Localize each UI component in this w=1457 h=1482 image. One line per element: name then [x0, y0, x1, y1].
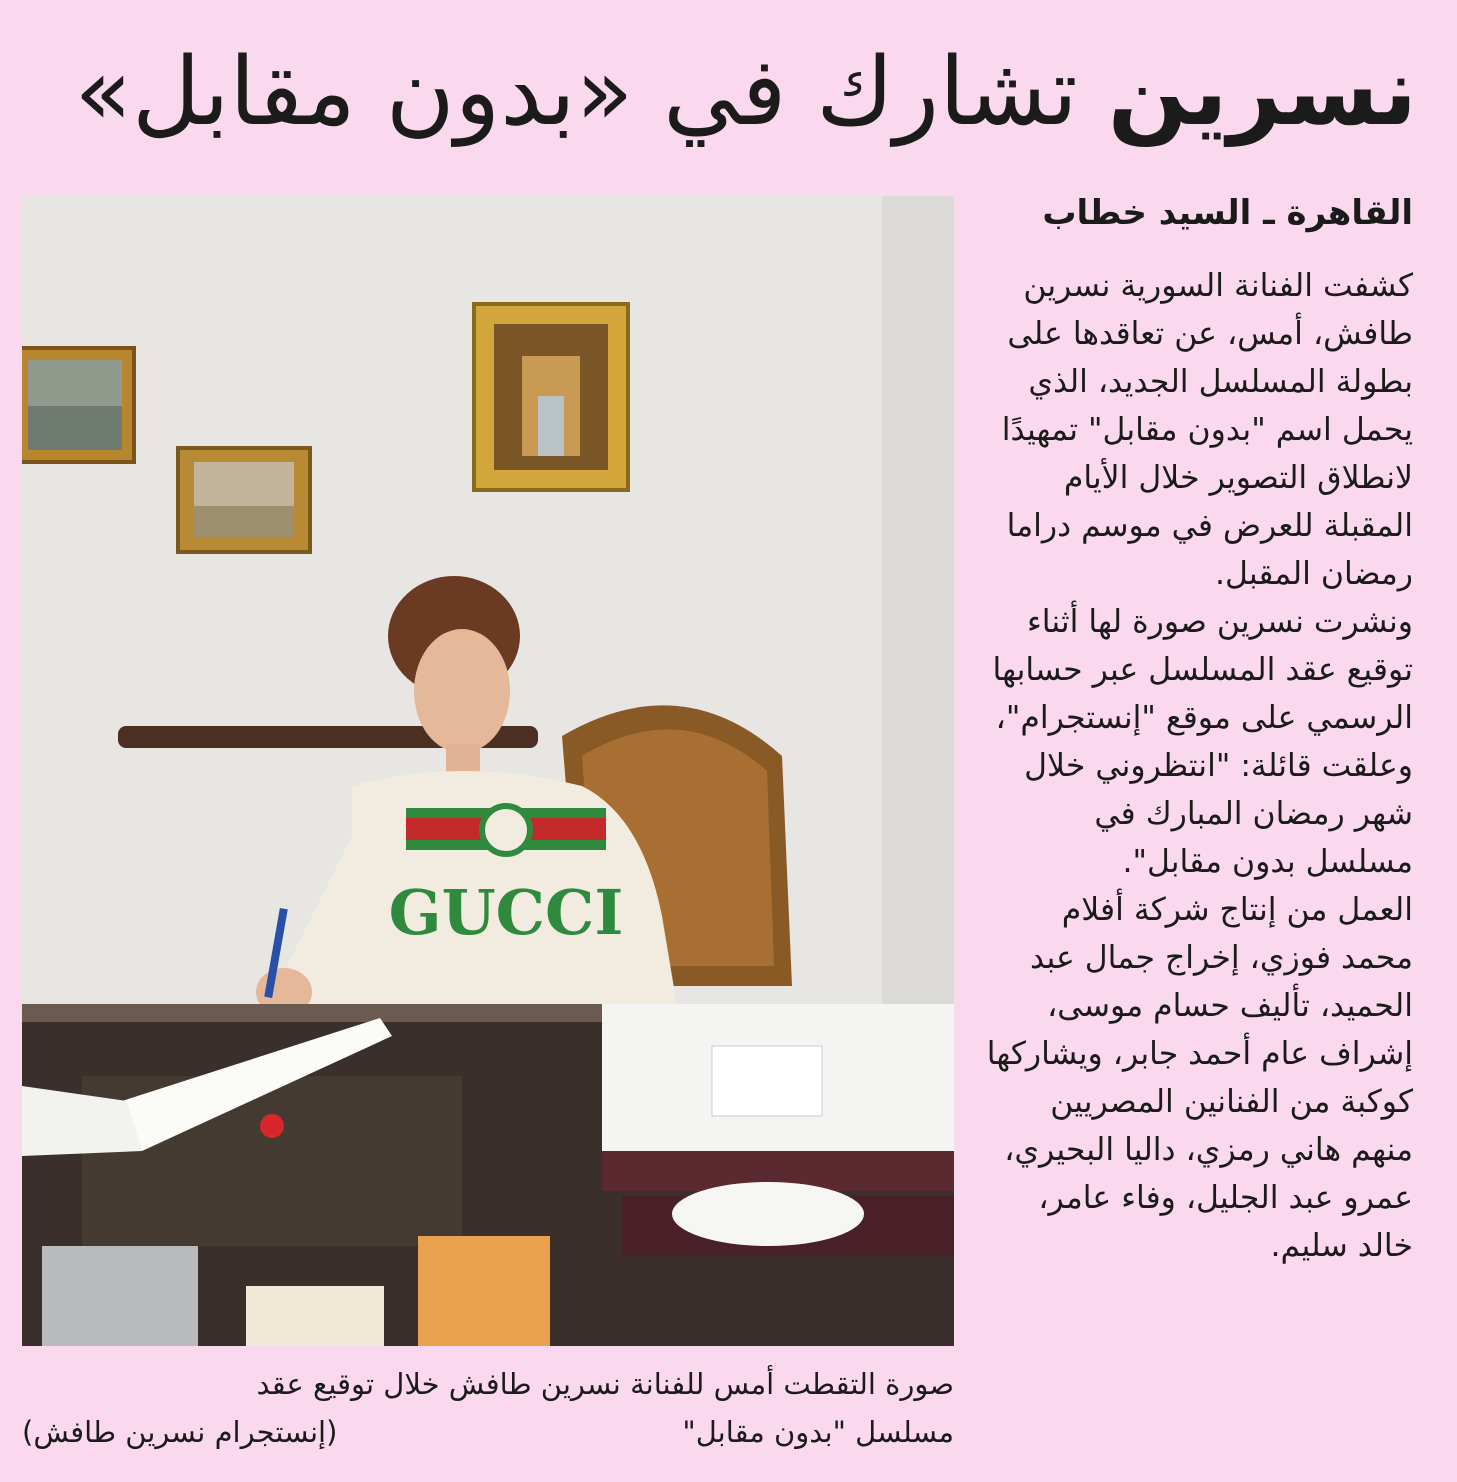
byline: القاهرة ـ السيد خطاب: [1042, 193, 1413, 233]
photo-credit: (إنستجرام نسرين طافش): [22, 1415, 338, 1449]
painting-small: [178, 448, 310, 552]
caption-line-1: صورة التقطت أمس للفنانة نسرين طافش خلال توقيع عقد: [256, 1367, 954, 1401]
article-paragraph-2: ونشرت نسرين صورة لها أثناء توقيع عقد المسلسل عبر حسابها الرسمي على موقع "إنستجرام"، وعلقت قائلة: "انتظروني خلال شهر رمضان المبارك في مسلسل بدون مقابل".: [992, 604, 1413, 880]
caption-line-2-row: [22, 1408, 954, 1456]
headline-rest: تشارك في «بدون مقابل»: [74, 38, 1108, 147]
article-body: [983, 262, 1413, 1270]
article-paragraph-1: كشفت الفنانة السورية نسرين طافش، أمس، عن تعاقدها على بطولة المسلسل الجديد، الذي يحمل اسم "بدون مقابل" تمهيدًا لانطلاق التصوير خلال الأيام المقبلة للعرض في موسم دراما رمضان المقبل.: [1001, 268, 1413, 592]
painting-left: [22, 348, 134, 462]
card-box: [418, 1236, 550, 1346]
article-paragraph-3: العمل من إنتاج شركة أفلام محمد فوزي، إخراج جمال عبد الحميد، تأليف حسام موسى، إشراف عام أحمد جابر، ويشاركها كوكبة من الفنانين المصريين منهم هاني رمزي، داليا البحيري، عمرو عبد الجليل، وفاء عامر، خالد سليم.: [986, 892, 1413, 1264]
headline: [40, 28, 1417, 158]
sweater-brand-text: GUCCI: [388, 876, 624, 949]
painting-center: [474, 304, 628, 490]
article-photo: [22, 196, 954, 1346]
tray: [42, 1246, 198, 1346]
dish: [672, 1182, 864, 1246]
caption-line-2: مسلسل "بدون مقابل": [682, 1415, 954, 1449]
photo-caption: [22, 1360, 954, 1456]
headline-name: نسرين: [1107, 38, 1417, 147]
